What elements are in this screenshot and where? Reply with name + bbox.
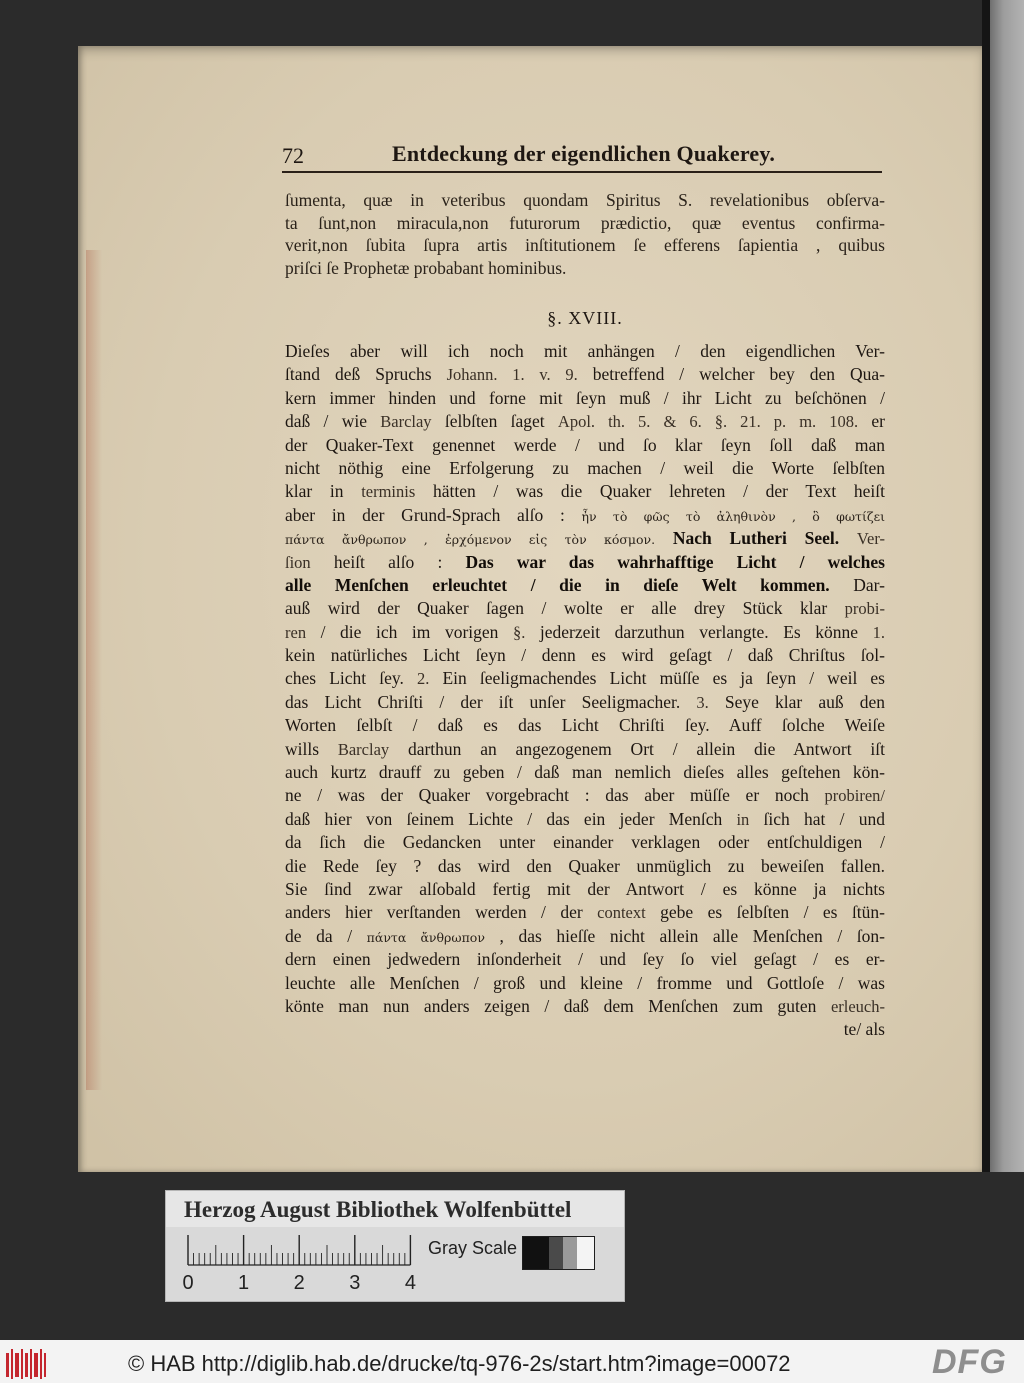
text-line bbox=[285, 457, 885, 480]
text-line bbox=[285, 504, 885, 527]
antiqua-text: Johann. 1. v. 9. bbox=[446, 365, 578, 385]
fraktur-text: daß hier von ſeinem Lichte / das ein jeder Menſch bbox=[285, 808, 737, 829]
fraktur-text: / die ich im vorigen bbox=[306, 621, 513, 642]
text-line bbox=[285, 340, 885, 363]
fraktur-text: Dar- bbox=[829, 574, 885, 595]
antiqua-text: Barclay bbox=[337, 739, 390, 759]
text-line bbox=[285, 784, 885, 807]
fraktur-text: ſich hat / und bbox=[749, 808, 885, 829]
antiqua-text: 3. bbox=[696, 692, 709, 712]
text-line bbox=[285, 925, 885, 948]
greek-text: πάντα ἄνθρωπον bbox=[366, 929, 485, 945]
antiqua-text: Apol. th. 5. & 6. §. 21. p. m. 108. bbox=[557, 412, 859, 432]
running-head-title: Entdeckung der eigendlichen Quakerey. bbox=[392, 141, 776, 166]
antiqua-text: ren bbox=[285, 622, 307, 642]
ruler-number: 3 bbox=[349, 1272, 361, 1294]
fraktur-text: Ein ſeeligmachendes Licht müſſe es ja ſeyn / weil es bbox=[429, 668, 885, 689]
fraktur-text: Seye klar auß den bbox=[708, 691, 885, 712]
text-line bbox=[285, 551, 885, 574]
fraktur-text: klar in bbox=[285, 481, 362, 502]
running-head-rule bbox=[282, 171, 882, 173]
gray-scale-label: Gray Scale bbox=[428, 1238, 518, 1258]
fraktur-text: ſelbſten ſaget bbox=[431, 411, 558, 432]
gray-swatch-black bbox=[523, 1237, 549, 1269]
fraktur-text: ne / was der Quaker vorgebracht : das aber müſſe er noch bbox=[285, 785, 825, 806]
institution-name: Herzog August Bibliothek Wolfenbüttel bbox=[184, 1197, 572, 1222]
antiqua-text: 1. bbox=[872, 622, 885, 642]
text-line bbox=[285, 387, 885, 410]
antiqua-text: context bbox=[597, 903, 646, 923]
text-line bbox=[285, 878, 885, 901]
text-line bbox=[285, 434, 885, 457]
text-line bbox=[285, 831, 885, 854]
ruler-number: 1 bbox=[238, 1272, 250, 1294]
fraktur-text: jederzeit darzuthun verlangte. Es könne bbox=[525, 621, 873, 642]
gray-swatch-mid bbox=[563, 1237, 577, 1269]
fraktur-text: kein natürliches Licht ſeyn / denn es wird geſagt / daß Chriſtus ſol- bbox=[285, 645, 885, 666]
emphasis-text: alle Menſchen erleuchtet / die in dieſe Welt kommen. bbox=[285, 574, 830, 595]
body-text bbox=[285, 340, 885, 1042]
fraktur-text: daß / wie bbox=[285, 411, 381, 432]
fraktur-text: darthun an angezogenem Ort / allein die Antwort iſt bbox=[389, 738, 885, 759]
antiqua-text: in bbox=[736, 809, 750, 829]
fraktur-text: nicht nöthig eine Erfolgerung zu machen / weil die Worte ſelbſten bbox=[285, 457, 885, 478]
fraktur-text: das Licht Chriſti / der iſt unſer Seeligmacher. bbox=[285, 691, 697, 712]
text-line bbox=[285, 621, 885, 644]
fraktur-text: der Quaker-Text genennet werde / und ſo klar ſeyn ſoll daß man bbox=[285, 434, 885, 455]
antiqua-text: erleuch- bbox=[830, 996, 885, 1016]
fraktur-text: anders hier verſtanden werden / der bbox=[285, 902, 598, 923]
fraktur-text: kern immer hinden und forne mit ſeyn muß / ihr Licht zu beſchönen / bbox=[285, 387, 885, 408]
next-page-edge bbox=[990, 0, 1024, 1172]
text-line bbox=[285, 410, 885, 433]
antiqua-text: probi- bbox=[844, 599, 885, 619]
text-line bbox=[285, 363, 885, 386]
fraktur-text: wills bbox=[285, 738, 338, 759]
antiqua-text: Ver- bbox=[856, 529, 885, 549]
fraktur-text: ſtand deß Spruchs bbox=[285, 364, 447, 385]
gutter-shadow bbox=[982, 0, 990, 1172]
text-line bbox=[285, 597, 885, 620]
text-line bbox=[285, 855, 885, 878]
text-line bbox=[285, 574, 885, 597]
fraktur-text: betreffend / welcher bey den Qua- bbox=[577, 364, 885, 385]
fraktur-text: er bbox=[858, 411, 885, 432]
antiqua-text: terminis bbox=[361, 482, 416, 502]
text-line bbox=[285, 527, 885, 550]
hab-barcode-logo-icon bbox=[6, 1349, 46, 1379]
gray-scale-swatches bbox=[522, 1236, 595, 1270]
fraktur-text: dern einen jedwedern inſonderheit / und ſey ſo viel geſagt / es er- bbox=[285, 949, 885, 970]
latin-line: priſci ſe Prophetæ probabant hominibus. bbox=[285, 258, 567, 279]
fraktur-text: leuchte alle Menſchen / groß und kleine / fromme und Gottloſe / was bbox=[285, 972, 885, 993]
text-line bbox=[285, 972, 885, 995]
copyright-url: © HAB http://diglib.hab.de/drucke/tq-976-2s/start.htm?image=00072 bbox=[128, 1351, 791, 1376]
fraktur-text: Sie ſind zwar alſobald fertig mit der Antwort / es könne ja nichts bbox=[285, 878, 885, 899]
fraktur-text: auch kurtz drauff zu geben / daß man nemlich dieſes alles geſtehen kön- bbox=[285, 762, 885, 783]
text-line bbox=[285, 1018, 885, 1041]
antiqua-text: probiren/ bbox=[824, 786, 885, 806]
fraktur-text: gebe es ſelbſten / es ſtün- bbox=[645, 902, 885, 923]
text-line bbox=[285, 901, 885, 924]
ruler-number: 0 bbox=[182, 1272, 194, 1294]
text-line bbox=[285, 995, 885, 1018]
fraktur-text: hätten / was die Quaker lehreten / der Text heiſt bbox=[415, 481, 885, 502]
fraktur-text: könte man nun anders zeigen / daß dem Menſchen zum guten bbox=[285, 995, 831, 1016]
page-number: 72 bbox=[282, 143, 304, 168]
fraktur-text: aber in der Grund-Sprach alſo : bbox=[285, 504, 582, 525]
antiqua-text: Barclay bbox=[380, 412, 432, 432]
centimeter-ruler bbox=[183, 1232, 419, 1268]
greek-text: ἦν τὸ φῶς τὸ ἀληθινὸν , ὃ φωτίζει bbox=[581, 508, 885, 524]
emphasis-text: Nach Lutheri Seel. bbox=[655, 528, 857, 549]
fraktur-text: Dieſes aber will ich noch mit anhängen / den eigendlichen Ver- bbox=[285, 341, 885, 361]
fraktur-text: te/ als bbox=[843, 1019, 885, 1040]
ruler-number: 4 bbox=[404, 1272, 416, 1294]
fraktur-text: Worten ſelbſt / daß es das Licht Chriſti ſey. Auff ſolche Weiſe bbox=[285, 715, 885, 736]
fraktur-text: da ſich die Gedancken unter einander verklagen oder entſchuldigen / bbox=[285, 832, 885, 853]
latin-paragraph bbox=[285, 189, 885, 280]
text-line bbox=[285, 738, 885, 761]
text-line bbox=[285, 808, 885, 831]
fraktur-text: de da / bbox=[285, 925, 367, 946]
antiqua-text: 2. bbox=[416, 669, 430, 689]
text-line bbox=[285, 667, 885, 690]
ruler-number: 2 bbox=[293, 1272, 305, 1294]
latin-line: ta ſunt,non miracula,non futurorum prædictio, quæ eventus confirma- bbox=[285, 212, 885, 233]
text-line bbox=[285, 761, 885, 784]
latin-line: verit,non ſubita ſupra artis inſtitutionem ſe efferens ſapientia , quibus bbox=[285, 235, 885, 256]
fraktur-text: , das hieſſe nicht allein alle Menſchen / ſon- bbox=[484, 925, 885, 946]
text-line bbox=[285, 691, 885, 714]
text-line bbox=[285, 644, 885, 667]
antiqua-text: ſion bbox=[285, 552, 311, 572]
emphasis-text: Das war das wahrhafftige Licht / welches bbox=[465, 551, 885, 572]
text-line bbox=[285, 948, 885, 971]
text-line bbox=[285, 480, 885, 503]
fraktur-text: die Rede ſey ? das wird den Quaker unmüglich zu beweiſen fallen. bbox=[285, 855, 885, 876]
page-edge-stain bbox=[86, 250, 102, 1090]
fraktur-text: heiſt alſo : bbox=[310, 551, 466, 572]
antiqua-text: §. bbox=[512, 622, 526, 642]
dfg-logo: DFG bbox=[932, 1343, 1007, 1381]
gray-swatch-dark bbox=[549, 1237, 563, 1269]
greek-text: πάντα ἄνθρωπον , ἐρχόμενον εἰς τὸν κόσμον. bbox=[285, 532, 656, 548]
gray-swatch-white bbox=[577, 1237, 594, 1269]
section-heading: §. XVIII. bbox=[547, 308, 623, 328]
text-line bbox=[285, 714, 885, 737]
fraktur-text: ches Licht ſey. bbox=[285, 668, 417, 689]
latin-line: ſumenta, quæ in veteribus quondam Spiritus S. revelationibus obſerva- bbox=[285, 190, 885, 210]
fraktur-text: auß wird der Quaker ſagen / wolte er alle drey Stück klar bbox=[285, 598, 845, 619]
